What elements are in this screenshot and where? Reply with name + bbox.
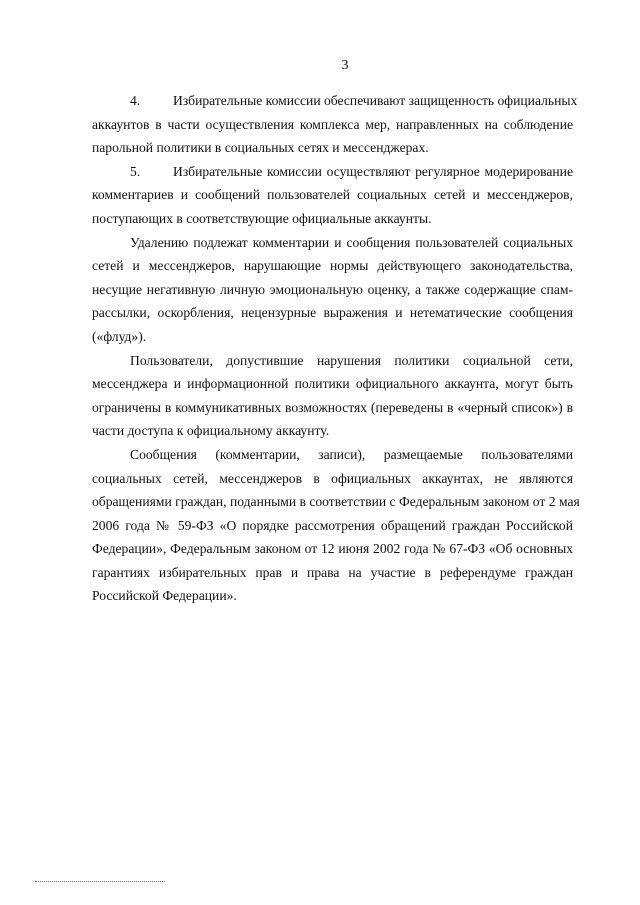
paragraph-moderation [92,231,573,349]
text-line: Федерации», Федеральным законом от 12 июня 2002 года № 67-ФЗ «Об основных [92,541,573,557]
text-line-content: Избирательные комиссии осуществляют регулярное модерирование [173,163,573,179]
text-line: обращениями граждан, поданными в соответствии с Федеральным законом от 2 мая [92,494,580,510]
text-line: («флуд»). [92,328,147,344]
text-line: Российской Федерации». [92,588,237,604]
text-line: социальных сетей, мессенджеров в официальных аккаунтах, не являются [92,470,573,486]
paragraph-messages [92,443,580,608]
document-body [92,89,580,608]
text-line: несущие негативную личную эмоциональную оценку, а также содержащие спам- [92,281,573,297]
paragraph-5 [92,160,573,231]
text-line: мессенджера и информационной политики официального аккаунта, могут быть [92,376,573,392]
text-line: Удалению подлежат комментарии и сообщения пользователей социальных [130,234,573,250]
footer-dotted-line [35,881,165,882]
text-line: ограничены в коммуникативных возможностях (переведены в «черный список») в [92,399,573,415]
paragraph-4 [92,89,578,160]
text-line: комментариев и сообщений пользователей социальных сетей и мессенджеров, [92,187,573,203]
text-line: парольной политики в социальных сетях и мессенджерах. [92,140,429,156]
text-line: Сообщения (комментарии, записи), размещаемые пользователями [130,446,573,462]
text-line: поступающих в соответствующие официальные аккаунты. [92,210,432,226]
item-number: 4. [130,93,141,108]
text-line: сетей и мессенджеров, нарушающие нормы действующего законодательства, [92,258,573,274]
paragraph-users [92,349,573,443]
text-line-content: Избирательные комиссии обеспечивают защищенность официальных [173,93,578,108]
text-line: Пользователи, допустившие нарушения политики социальной сети, [130,352,573,368]
text-line: 2006 года № 59-ФЗ «О порядке рассмотрения обращений граждан Российской [92,517,573,533]
page-number: 3 [341,58,349,73]
text-line [92,89,578,113]
item-number: 5. [130,163,141,179]
text-line: гарантиях избирательных прав и права на участие в референдуме граждан [92,564,573,580]
text-line [92,160,573,184]
text-line: части доступа к официальному аккаунту. [92,423,330,439]
text-line: рассылки, оскорбления, нецензурные выражения и нетематические сообщения [92,305,573,321]
text-line: аккаунтов в части осуществления комплекса мер, направленных на соблюдение [92,116,573,132]
